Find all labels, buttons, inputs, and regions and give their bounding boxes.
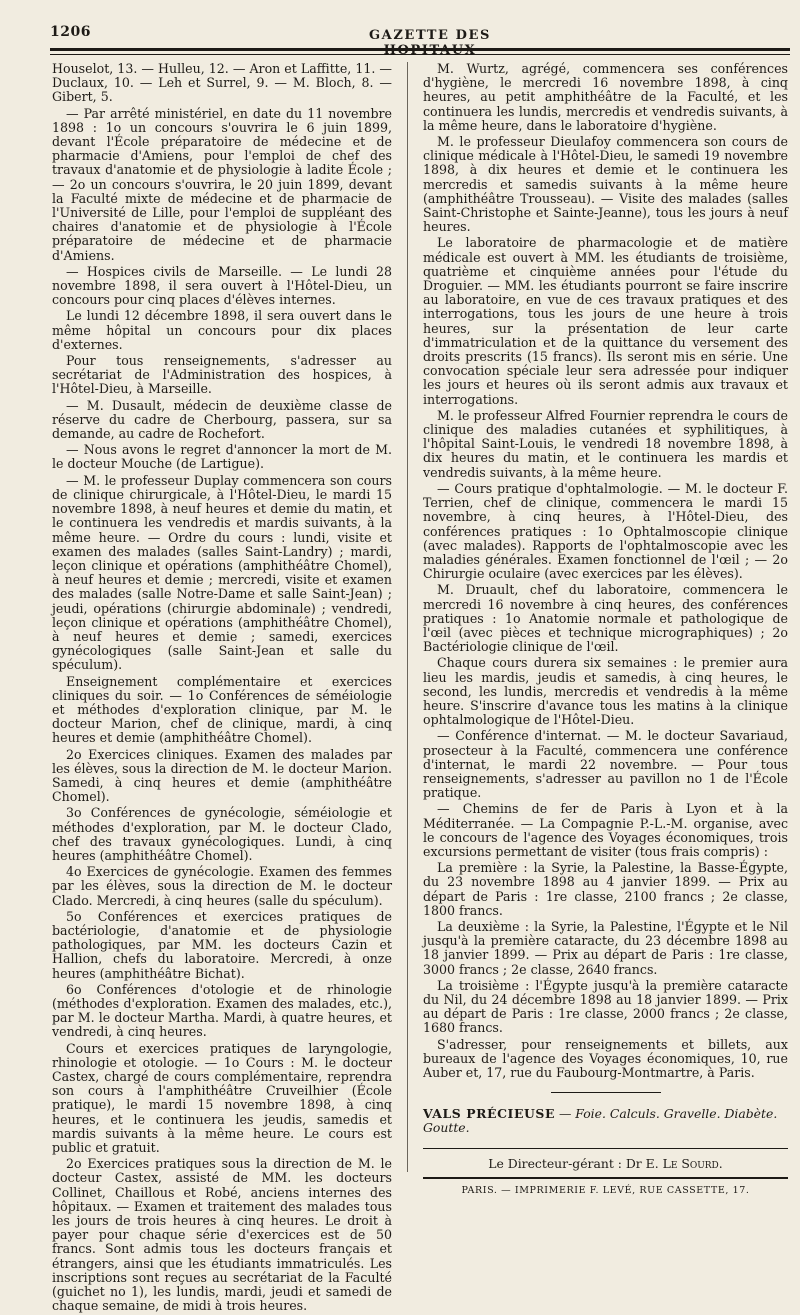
paragraph-bacteriologie: 5o Conférences et exercices pratiques de bactériologie, d'anatomie et de physiologie pathologiques, par MM. les docteurs Cazin et Hallion, chefs du laboratoire. Mercredi, à onze heures (amphithéâtre Bichat). [52,908,392,981]
paragraph-internat: — Conférence d'internat. — M. le docteur Savariaud, prosecteur à la Faculté, commencera une conférence d'internat, le mardi 22 novembre. — Pour tous renseignements, s'adresser au pavillon no 1 de l'École pratique. [423,728,788,801]
paragraph-laryngologie: Cours et exercices pratiques de laryngologie, rhinologie et otologie. — 1o Cours : M. le docteur Castex, chargé de cours complémentaire, reprendra son cours à l'amphithéâtre Cruveilhier (École pratique), le mardi 15 novembre 1898, à cinq heures, et le continuera les jeudis, samedis et mardis suivants à la même heure. Le cours est public et gratuit. [52,1040,392,1156]
paragraph-excursion-2: La deuxième : la Syrie, la Palestine, l'Égypte et le Nil jusqu'à la première cataracte, du 23 décembre 1898 au 18 janvier 1899. — Prix au départ de Paris : 1re classe, 3000 francs ; 2e classe, 2640 francs. [423,918,788,977]
paragraph-wurtz: M. Wurtz, agrégé, commencera ses conférences d'hygiène, le mercredi 16 novembre 1898, à cinq heures, au petit amphithéâtre de la Faculté, et les continuera les lundis, mercredis et vendredis suivants, à la même heure, dans le laboratoire d'hygiène. [423,61,788,133]
paragraph-gynecologie-conferences: 3o Conférences de gynécologie, séméiologie et méthodes d'exploration, par M. le docteur Clado, chef des travaux gynécologiques. Lundi, à cinq heures (amphithéâtre Chomel). [52,805,392,863]
imprint-line: PARIS. — IMPRIMERIE F. LEVÉ, RUE CASSETTE, 17. [461,1184,750,1196]
paragraph-pharmacologie: Le laboratoire de pharmacologie et de matière médicale est ouvert à MM. les étudiants de troisième, quatrième et cinquième années pour l'étude du Droguier. — MM. les étudiants pourront se faire inscrire au laboratoire, en vue de ces travaux pratiques et des interrogations, tous les jours de une heure à trois heures, sur la présentation de leur carte d'immatriculation et de la quittance du versement des droits prescrits (15 francs). Ils seront mis en série. Une convocation spéciale leur sera adressée pour indiquer les jours et heures où ils seront admis aux travaux et interrogations. [423,235,788,407]
paragraph-externes: Le lundi 12 décembre 1898, il sera ouvert dans le même hôpital un concours pour dix places d'externes. [52,308,392,352]
paragraph-excursion-3: La troisième : l'Égypte jusqu'à la première cataracte du Nil, du 24 décembre 1898 au 18 janvier 1899. — Prix au départ de Paris : 1re classe, 2000 francs ; 2e classe, 1680 francs. [423,977,788,1036]
vals-advert [423,1107,788,1135]
paragraph-exam-results: Houselot, 13. — Hulleu, 12. — Aron et Laffitte, 11. — Duclaux, 10. — Leh et Surrel, 9. — M. Bloch, 8. — Gibert, 5. [52,61,392,105]
director-rule [423,1148,788,1149]
section-separator [551,1092,661,1093]
paragraph-renseignements-marseille: Pour tous renseignements, s'adresser au secrétariat de l'Administration des hospices, à l'Hôtel-Dieu, à Marseille. [52,353,392,397]
paragraph-druault: M. Druault, chef du laboratoire, commencera le mercredi 16 novembre à cinq heures, des conférences pratiques : 1o Anatomie normale et pathologique de l'œil (avec pièces et technique micrographiques) ; 2o Bactériologie clinique de l'œil. [423,582,788,655]
left-column [52,62,392,1315]
paragraph-duree-cours: Chaque cours durera six semaines : le premier aura lieu les mardis, jeudis et samedis, à cinq heures, le second, les lundis, mercredis et vendredis à la même heure. S'inscrire d'avance tous les matins à la clinique ophtalmologique de l'Hôtel-Dieu. [423,655,788,728]
paragraph-otologie: 6o Conférences d'otologie et de rhinologie (méthodes d'exploration. Examen des malades, etc.), par M. le docteur Martha. Mardi, à quatre heures, et vendredi, à cinq heures. [52,981,392,1040]
paragraph-enseignement-soir: Enseignement complémentaire et exercices cliniques du soir. — 1o Conférences de séméiologie et méthodes d'exploration clinique, par M. le docteur Marion, chef de clinique, mardi, à cinq heures et demie (amphithéâtre Chomel). [52,673,392,746]
imprint-rule [423,1177,788,1179]
paragraph-fournier: M. le professeur Alfred Fournier reprendra le cours de clinique des maladies cutanées et syphilitiques, à l'hôpital Saint-Louis, le vendredi 18 novembre 1898, à dix heures du matin, et le continuera les mardis et vendredis suivants, à la même heure. [423,407,788,480]
paragraph-plm: — Chemins de fer de Paris à Lyon et à la Méditerranée. — La Compagnie P.-L.-M. organise, avec le concours de l'agence des Voyages économiques, trois excursions permettant de visiter (tous frais compris) : [423,801,788,859]
paragraph-obituary: — Nous avons le regret d'annoncer la mort de M. le docteur Mouche (de Lartigue). [52,442,392,472]
director-name: Le Sourd. [662,1155,723,1171]
vals-advert-tail: — Foie. Calculs. Gravelle. Diabète. Goutte. [423,1106,778,1136]
paragraph-hospices-marseille: — Hospices civils de Marseille. — Le lundi 28 novembre 1898, il sera ouvert à l'Hôtel-Dieu, un concours pour cinq places d'élèves internes. [52,263,392,308]
paragraph-excursion-1: La première : la Syrie, la Palestine, la Basse-Égypte, du 23 novembre 1898 au 4 janvier 1899. — Prix au départ de Paris : 1re classe, 2100 francs ; 2e classe, 1800 francs. [423,860,788,918]
paragraph-exercices-castex: 2o Exercices pratiques sous la direction de M. le docteur Castex, assisté de MM. les docteurs Collinet, Chaillous et Robé, anciens internes des hôpitaux. — Examen et traitement des malades tous les jours de trois heures à cinq heures. Le droit à payer pour chaque série d'exercices est de 50 francs. Sont admis tous les docteurs français et étrangers, ainsi que les étudiants immatriculés. Les inscriptions sont reçues au secrétariat de la Faculté (guichet no 1), les lundis, mardi, jeudi et samedi de chaque semaine, de midi à trois heures. [52,1156,392,1314]
paragraph-gynecologie-exercices: 4o Exercices de gynécologie. Examen des femmes par les élèves, sous la direction de M. le docteur Clado. Mercredi, à cinq heures (salle du spéculum). [52,864,392,908]
paragraph-adresser: S'adresser, pour renseignements et billets, aux bureaux de l'agence des Voyages économiques, 10, rue Auber et, 17, rue du Faubourg-Montmartre, à Paris. [423,1036,788,1081]
paragraph-ophtalmologie: — Cours pratique d'ophtalmologie. — M. le docteur F. Terrien, chef de clinique, commencera le mardi 15 novembre, à cinq heures, à l'Hôtel-Dieu, des conférences pratiques : 1o Ophtalmoscopie clinique (avec malades). Rapports de l'ophtalmoscopie avec les maladies générales. Examen fonctionnel de l'œil ; — 2o Chirurgie oculaire (avec exercices par les élèves). [423,480,788,582]
page-number: 1206 [50,24,91,40]
paragraph-exercices-cliniques: 2o Exercices cliniques. Examen des malades par les élèves, sous la direction de M. le docteur Marion. Samedi, à cinq heures et demie (amphithéâtre Chomel). [52,746,392,805]
paragraph-dieulafoy: M. le professeur Dieulafoy commencera son cours de clinique médicale à l'Hôtel-Dieu, le samedi 19 novembre 1898, à dix heures et demie et le continuera les mercredis et samedis suivants à la même heure (amphithéâtre Trousseau). — Visite des malades (salles Saint-Christophe et Sainte-Jeanne), tous les jours à neuf heures. [423,134,788,235]
director-label: Le Directeur-gérant : Dr E. [488,1155,663,1171]
column-divider [407,62,408,1172]
right-column [423,62,788,1198]
journal-title: GAZETTE DES HOPITAUX [368,28,492,58]
page-header [0,18,800,58]
header-rule-thin [50,54,790,55]
header-rule-thick [50,48,790,51]
paragraph-arrete-ministeriel: — Par arrêté ministériel, en date du 11 novembre 1898 : 1o un concours s'ouvrira le 6 juin 1899, devant l'École préparatoire de médecine et de pharmacie d'Amiens, pour l'emploi de chef des travaux d'anatomie et de physiologie à ladite École ; — 2o un concours s'ouvrira, le 20 juin 1899, devant la Faculté mixte de médecine et de pharmacie de l'Université de Lille, pour l'emploi de suppléant des chaires d'anatomie et de physiologie à l'École préparatoire de médecine et de pharmacie d'Amiens. [52,105,392,263]
vals-advert-head: VALS PRÉCIEUSE [423,1106,555,1122]
paragraph-duplay: — M. le professeur Duplay commencera son cours de clinique chirurgicale, à l'Hôtel-Dieu, le mardi 15 novembre 1898, à neuf heures et demie du matin, et le continuera les vendredis et mardis suivants, à la même heure. — Ordre du cours : lundi, visite et examen des malades (salles Saint-Landry) ; mardi, leçon clinique et opérations (amphithéâtre Chomel), à neuf heures et demie ; mercredi, visite et examen des malades (salle Notre-Dame et salle Saint-Jean) ; jeudi, opérations (chirurgie abdominale) ; vendredi, leçon clinique et opérations (amphithéâtre Chomel), à neuf heures et demie ; samedi, exercices gynécologiques (salle Saint-Jean et salle du spéculum). [52,472,392,673]
paragraph-dusault: — M. Dusault, médecin de deuxième classe de réserve du cadre de Cherbourg, passera, sur sa demande, au cadre de Rochefort. [52,397,392,442]
director-line [423,1157,788,1171]
